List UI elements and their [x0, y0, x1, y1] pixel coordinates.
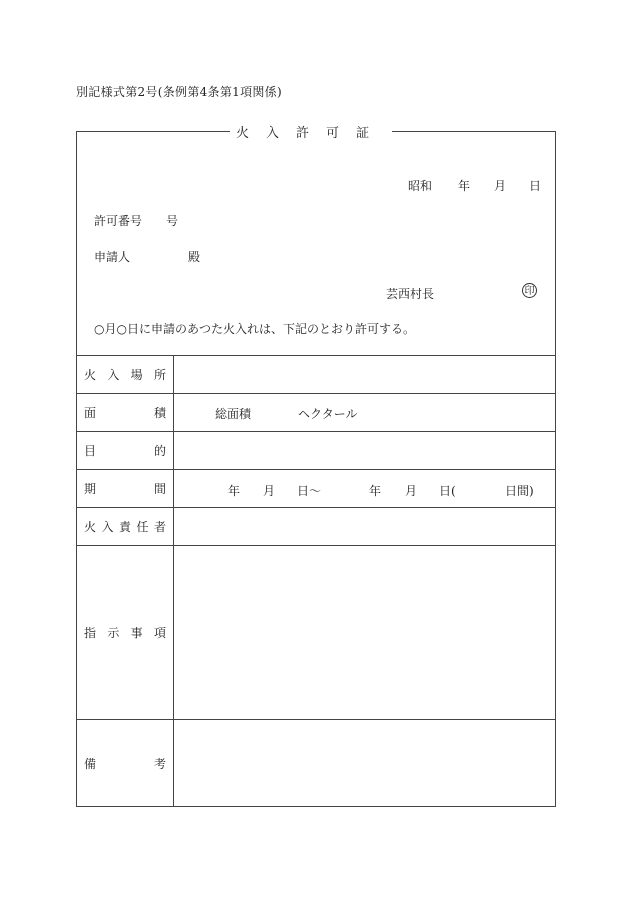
row-label-burn-location: [84, 355, 166, 393]
date-day: 日: [529, 179, 542, 193]
label-char: 責: [118, 519, 131, 534]
label-char: 示: [107, 625, 120, 640]
row-label-instructions: [84, 545, 166, 719]
label-char: 的: [153, 443, 166, 458]
seal-icon: 印: [522, 283, 537, 298]
applicant-label: 申請人: [94, 250, 131, 264]
label-char: 火: [84, 367, 97, 382]
row-label-purpose: [84, 431, 166, 469]
period-days: 日間): [505, 484, 534, 498]
period-end-day: 日(: [439, 484, 456, 498]
column-divider: [173, 355, 174, 807]
period-start-day: 日〜: [297, 484, 322, 498]
title-char: 可: [326, 126, 357, 141]
date-month: 月: [494, 179, 507, 193]
label-char: 事: [130, 625, 143, 640]
area-unit: ヘクタール: [298, 407, 358, 421]
label-char: 間: [153, 481, 166, 496]
period-start-year: 年: [228, 484, 241, 498]
title-char: 入: [266, 126, 297, 141]
label-char: 積: [153, 405, 166, 420]
row-label-area: [84, 393, 166, 431]
title-char: 許: [296, 126, 327, 141]
label-char: 目: [84, 443, 97, 458]
label-char: 場: [130, 367, 143, 382]
label-char: 考: [153, 756, 166, 771]
area-total-label: 総面積: [215, 407, 252, 421]
label-char: 入: [101, 519, 114, 534]
label-char: 入: [107, 367, 120, 382]
title-char: 火: [236, 126, 267, 141]
label-char: 項: [153, 625, 166, 640]
row-label-remarks: [84, 719, 166, 807]
form-title: [230, 122, 392, 141]
label-char: 期: [84, 481, 97, 496]
label-char: 面: [84, 405, 97, 420]
label-char: 指: [84, 625, 97, 640]
label-char: 者: [153, 519, 166, 534]
label-char: 所: [153, 367, 166, 382]
label-char: 火: [84, 519, 97, 534]
row-label-period: [84, 469, 166, 507]
permit-number-suffix: 号: [166, 214, 179, 228]
period-end-year: 年: [369, 484, 382, 498]
permit-number-label: 許可番号: [94, 214, 143, 228]
label-char: 備: [84, 756, 97, 771]
permit-statement: ○月○日に申請のあつた火入れは、下記のとおり許可する。: [94, 322, 415, 336]
form-caption: 別記様式第2号(条例第4条第1項関係): [76, 85, 282, 99]
date-year: 年: [458, 179, 471, 193]
period-start-month: 月: [263, 484, 276, 498]
period-end-month: 月: [405, 484, 418, 498]
title-char: 証: [356, 126, 387, 141]
applicant-honorific: 殿: [188, 250, 201, 264]
issuer-title: 芸西村長: [386, 287, 435, 301]
row-label-responsible-person: [84, 507, 166, 545]
label-char: 任: [136, 519, 149, 534]
date-era: 昭和: [408, 179, 433, 193]
